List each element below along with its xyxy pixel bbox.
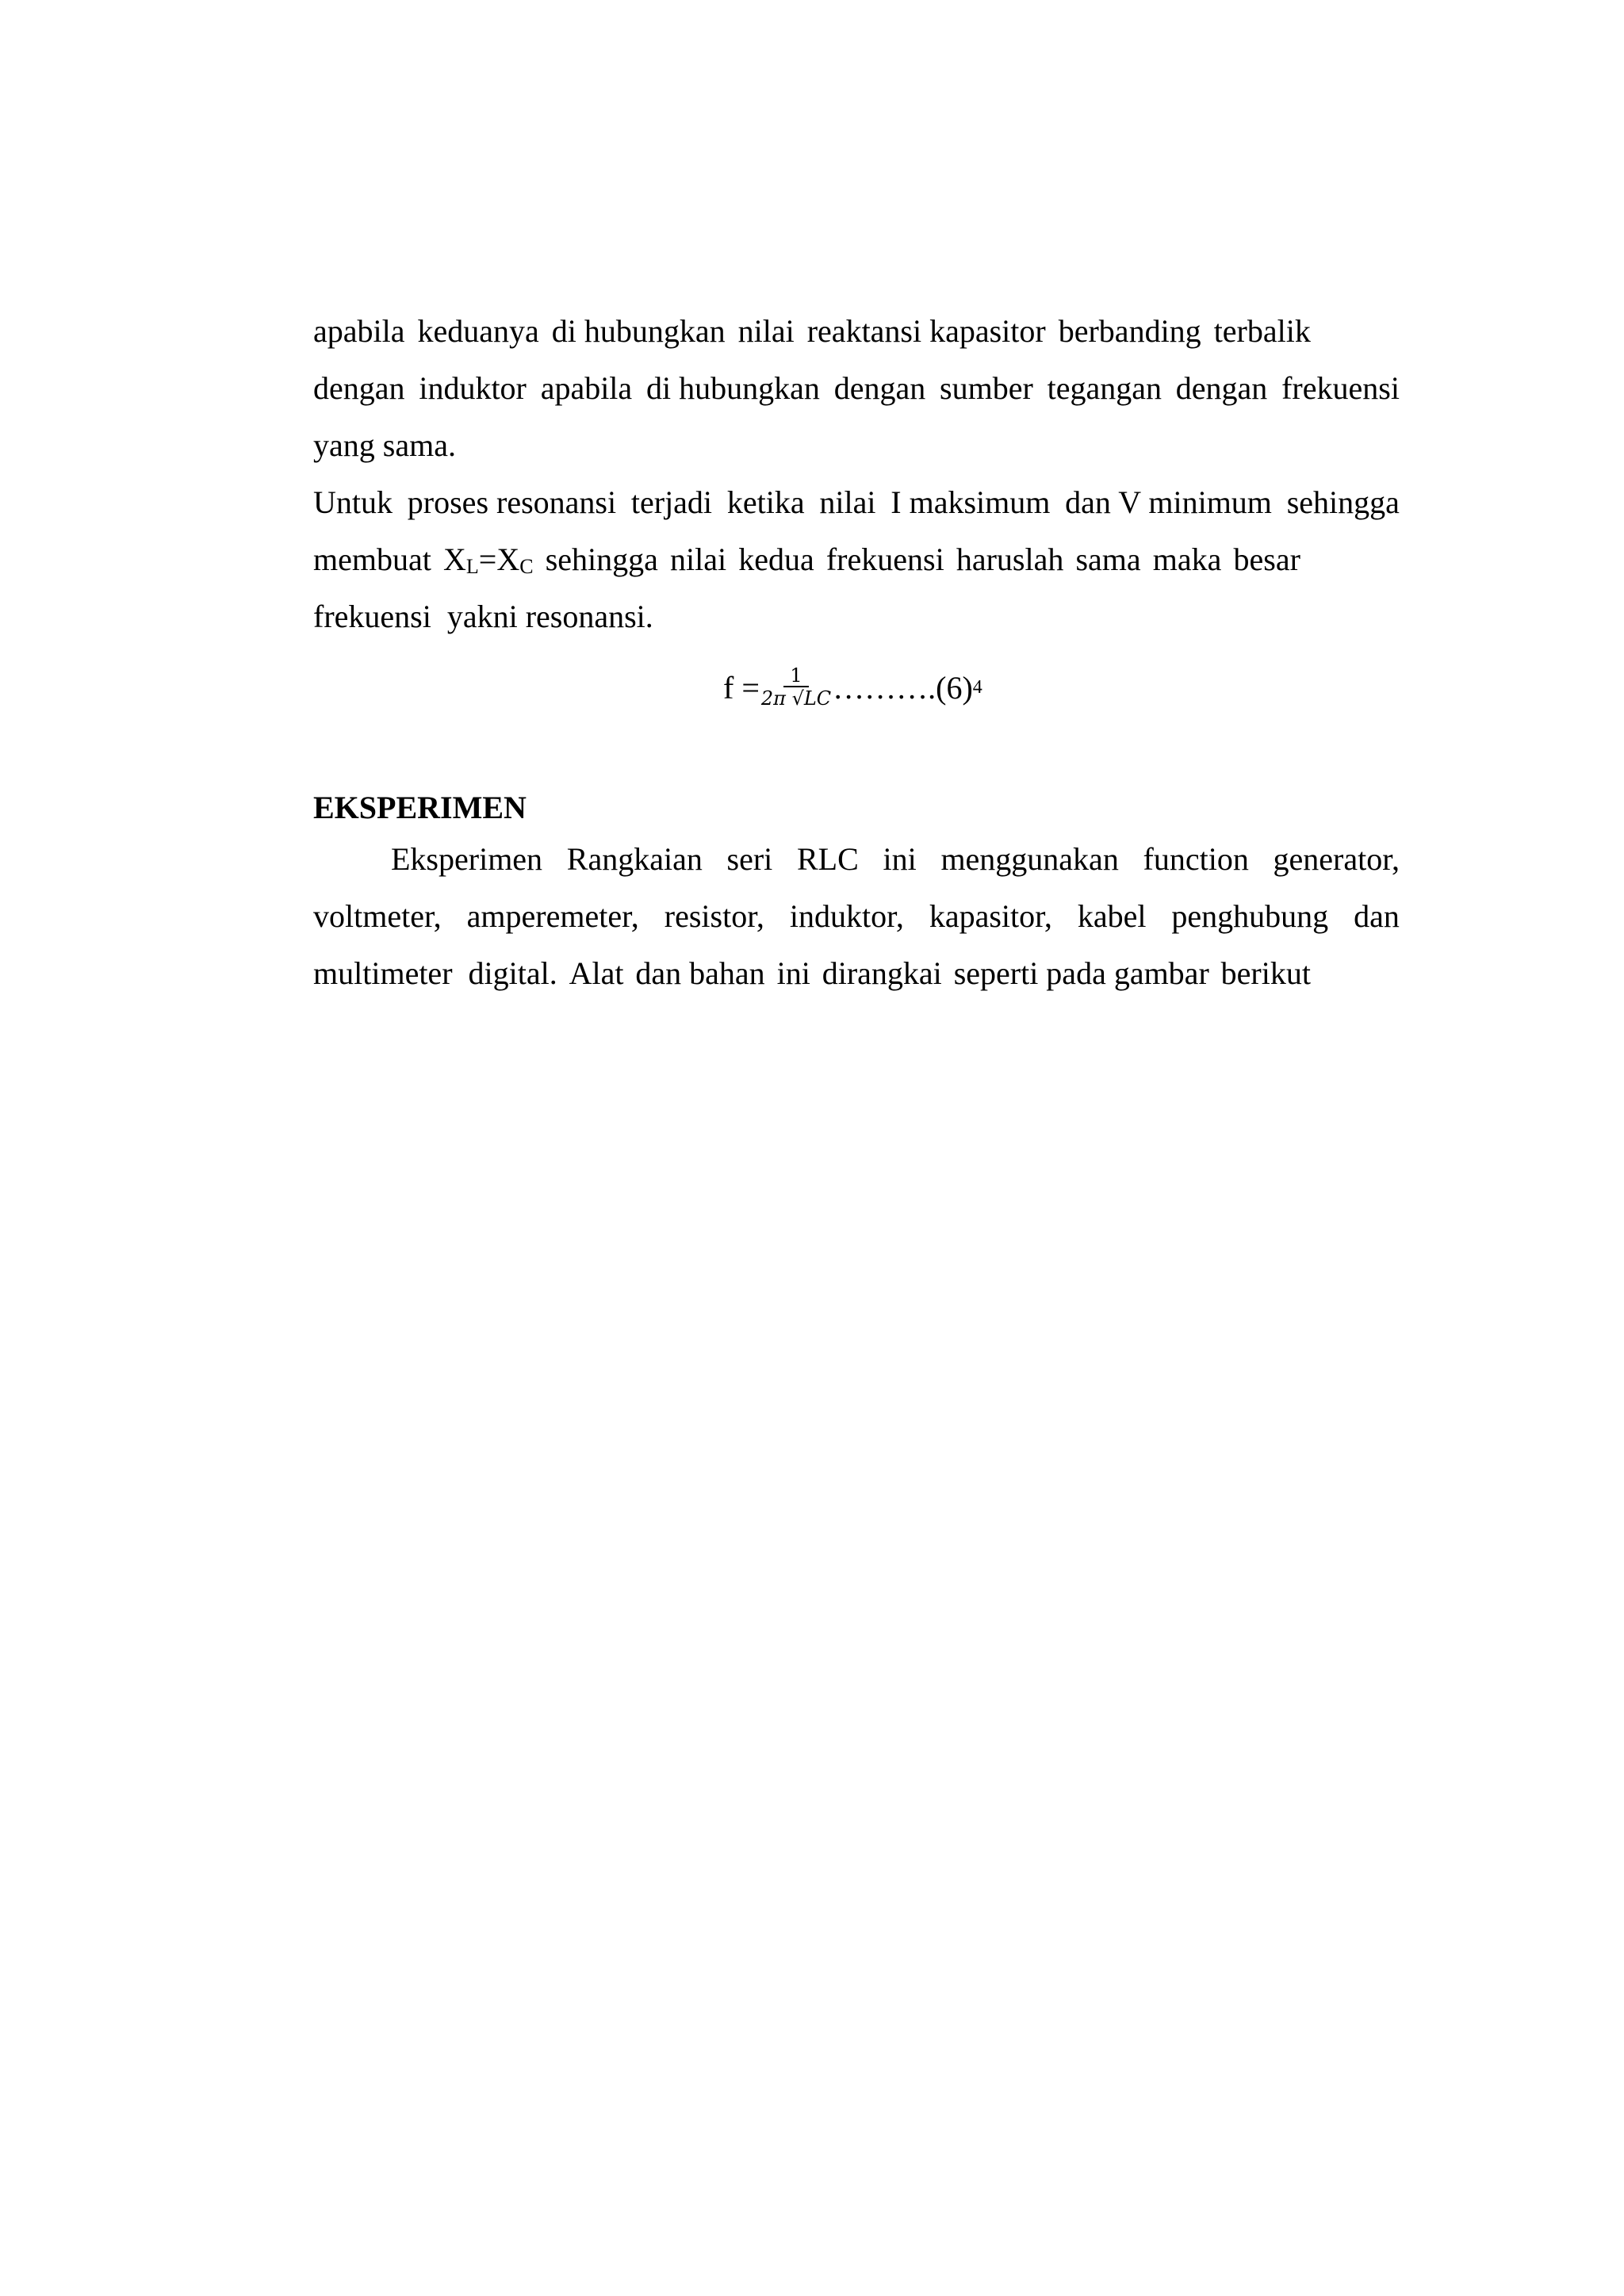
word: apabila [313, 313, 405, 349]
reactance-equality: $X_L=X_C$ [442, 541, 534, 578]
word: Eksperimen [391, 841, 543, 877]
section-heading: EKSPERIMEN [313, 790, 527, 825]
word: sehingga [1286, 484, 1400, 520]
word: dengan [833, 370, 926, 406]
resonance-formula [723, 660, 982, 715]
word: seperti pada gambar [953, 955, 1209, 991]
word: multimeter digital. [313, 955, 557, 991]
subscript-l: L [465, 555, 479, 578]
formula-lhs: f = [723, 669, 760, 706]
word: penghubung [1171, 898, 1329, 934]
word: keduanya [417, 313, 539, 349]
word: resistor, [664, 898, 764, 934]
word: berikut [1220, 955, 1311, 991]
word: Rangkaian [566, 841, 703, 877]
paragraph-resonance [313, 474, 1400, 645]
word: ketika [726, 484, 805, 520]
word: terjadi [630, 484, 713, 520]
word: kedua [738, 541, 814, 577]
word: tegangan [1047, 370, 1162, 406]
word: di hubungkan [551, 313, 726, 349]
formula-reference: 4 [972, 676, 982, 698]
word: dan V minimum [1065, 484, 1272, 520]
paragraph-line [313, 360, 1400, 417]
word: kapasitor, [929, 898, 1052, 934]
word: I maksimum [891, 484, 1051, 520]
word: berbanding [1058, 313, 1201, 349]
word: apabila [540, 370, 633, 406]
word: ini [883, 841, 917, 877]
word: amperemeter, [466, 898, 639, 934]
formula-fraction [761, 665, 831, 710]
paragraph-reactance [313, 303, 1400, 474]
subscript-c: C [519, 555, 534, 578]
word: membuat [313, 541, 431, 577]
word: function [1143, 841, 1249, 877]
paragraph-line [313, 888, 1400, 945]
formula-denominator: 2π √LC [760, 687, 832, 710]
word: kabel [1077, 898, 1147, 934]
formula-numerator: 1 [783, 665, 808, 687]
paragraph-line [313, 474, 1400, 531]
formula-number: ……….(6) [833, 669, 973, 706]
word: besar [1233, 541, 1300, 577]
paragraph-line [313, 303, 1400, 360]
paragraph-experiment [313, 831, 1400, 1002]
word: yang sama. [313, 427, 456, 463]
word: voltmeter, [313, 898, 442, 934]
word: Alat [569, 955, 624, 991]
word: frekuensi [825, 541, 944, 577]
word: proses resonansi [407, 484, 617, 520]
paragraph-line [313, 531, 1300, 588]
word: haruslah [956, 541, 1064, 577]
word: menggunakan [940, 841, 1119, 877]
paragraph-line [313, 945, 1311, 1002]
word: dengan [313, 370, 405, 406]
word: sumber [940, 370, 1033, 406]
word: nilai [670, 541, 727, 577]
paragraph-line: frekuensi yakni resonansi. [313, 599, 653, 634]
word: terbalik [1213, 313, 1311, 349]
word: dirangkai [822, 955, 942, 991]
word: seri [726, 841, 773, 877]
word: Untuk [313, 484, 393, 520]
word: nilai [819, 484, 876, 520]
word: induktor, [789, 898, 904, 934]
word: induktor [419, 370, 527, 406]
word: sama [1075, 541, 1141, 577]
word: nilai [737, 313, 795, 349]
word: ini [776, 955, 810, 991]
word: sehingga [545, 541, 658, 577]
word: di hubungkan [646, 370, 820, 406]
word: reaktansi kapasitor [806, 313, 1046, 349]
word: dan bahan [635, 955, 765, 991]
paragraph-line [313, 417, 1400, 474]
paragraph-line [313, 831, 1400, 888]
word: maka [1152, 541, 1222, 577]
word: frekuensi [1281, 370, 1400, 406]
word: dengan [1175, 370, 1268, 406]
word: dan [1354, 898, 1400, 934]
word: RLC [797, 841, 859, 877]
word: generator, [1273, 841, 1400, 877]
